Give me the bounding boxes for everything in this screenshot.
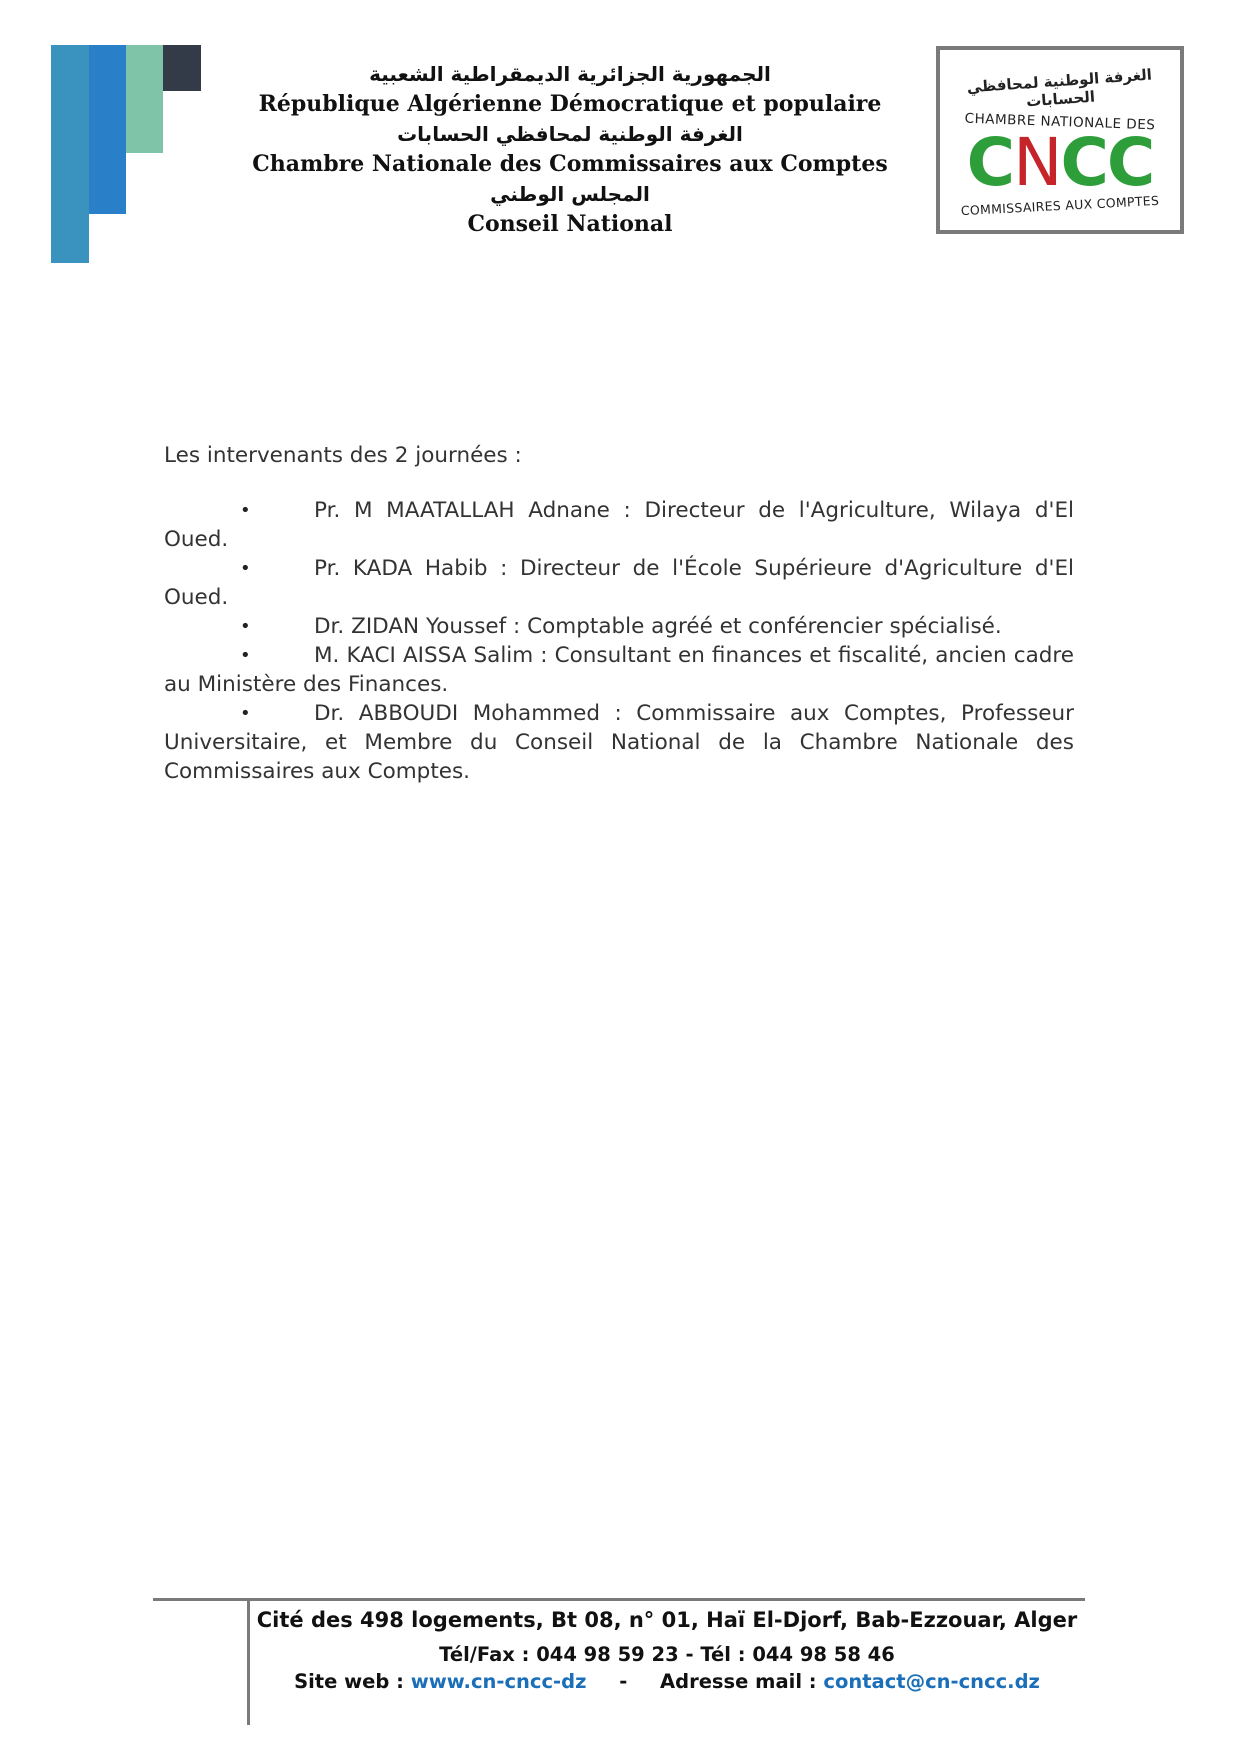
header-ar-chamber: الغرفة الوطنية لمحافظي الحسابات	[397, 122, 743, 146]
cncc-logo	[936, 46, 1184, 234]
header-ar-council: المجلس الوطني	[490, 182, 650, 206]
logo-letter-n: N	[1013, 124, 1061, 201]
bullet-icon: •	[240, 500, 251, 521]
speakers-list	[164, 496, 1074, 786]
bullet-icon: •	[240, 616, 251, 637]
speaker-item	[164, 699, 1074, 786]
header-fr-council: Conseil National	[467, 211, 673, 237]
logo-letter-c: C	[966, 124, 1014, 201]
bullet-icon: •	[240, 645, 251, 666]
bullet-icon: •	[240, 558, 251, 579]
header-ar-republic: الجمهورية الجزائرية الديمقراطية الشعبية	[369, 62, 771, 86]
speaker-text: Pr. KADA Habib : Directeur de l'École Supérieure d'Agriculture d'El Oued.	[164, 556, 1074, 610]
footer-rule	[153, 1598, 1085, 1601]
logo-acronym	[940, 124, 1180, 201]
email-link[interactable]: contact@cn-cncc.dz	[823, 1670, 1040, 1693]
decor-bar-4	[163, 45, 201, 91]
footer-separator: -	[619, 1670, 628, 1693]
header-fr-chamber: Chambre Nationale des Commissaires aux Comptes	[252, 151, 888, 177]
logo-bottom-text: COMMISSAIRES AUX COMPTES	[960, 192, 1160, 219]
speaker-item	[164, 641, 1074, 699]
speaker-item	[164, 612, 1074, 641]
web-label: Site web :	[294, 1670, 404, 1693]
decor-bar-1	[51, 45, 89, 263]
speaker-text: Dr. ZIDAN Youssef : Comptable agréé et conférencier spécialisé.	[314, 614, 1002, 639]
document-body	[164, 441, 1074, 786]
speaker-item	[164, 554, 1074, 612]
footer-address: Cité des 498 logements, Bt 08, n° 01, Haï El-Djorf, Bab-Ezzouar, Alger	[256, 1608, 1078, 1632]
speaker-text: Pr. M MAATALLAH Adnane : Directeur de l'Agriculture, Wilaya d'El Oued.	[164, 498, 1074, 552]
website-link[interactable]: www.cn-cncc-dz	[410, 1670, 587, 1693]
bullet-icon: •	[240, 703, 251, 724]
footer-contacts	[250, 1668, 1084, 1695]
speakers-intro: Les intervenants des 2 journées :	[164, 443, 522, 468]
logo-letters-cc: CC	[1060, 124, 1154, 201]
decor-bar-2	[89, 45, 126, 214]
mail-label: Adresse mail :	[660, 1670, 817, 1693]
header-fr-republic: République Algérienne Démocratique et populaire	[258, 91, 882, 117]
speaker-text: M. KACI AISSA Salim : Consultant en finances et fiscalité, ancien cadre au Ministère des Finances.	[164, 643, 1074, 697]
speaker-text: Dr. ABBOUDI Mohammed : Commissaire aux Comptes, Professeur Universitaire, et Membre du Conseil National de la Chambre Nationale des Commissaires aux Comptes.	[164, 701, 1074, 784]
logo-top-text: CHAMBRE NATIONALE DES	[964, 110, 1156, 134]
logo-arabic-text: الغرفة الوطنية لمحافظي الحسابات	[966, 65, 1153, 111]
footer	[250, 1603, 1084, 1695]
letterhead	[240, 60, 900, 240]
decor-bar-3	[126, 45, 163, 153]
footer-phone: Tél/Fax : 044 98 59 23 - Tél : 044 98 58 46	[439, 1643, 895, 1666]
speaker-item	[164, 496, 1074, 554]
